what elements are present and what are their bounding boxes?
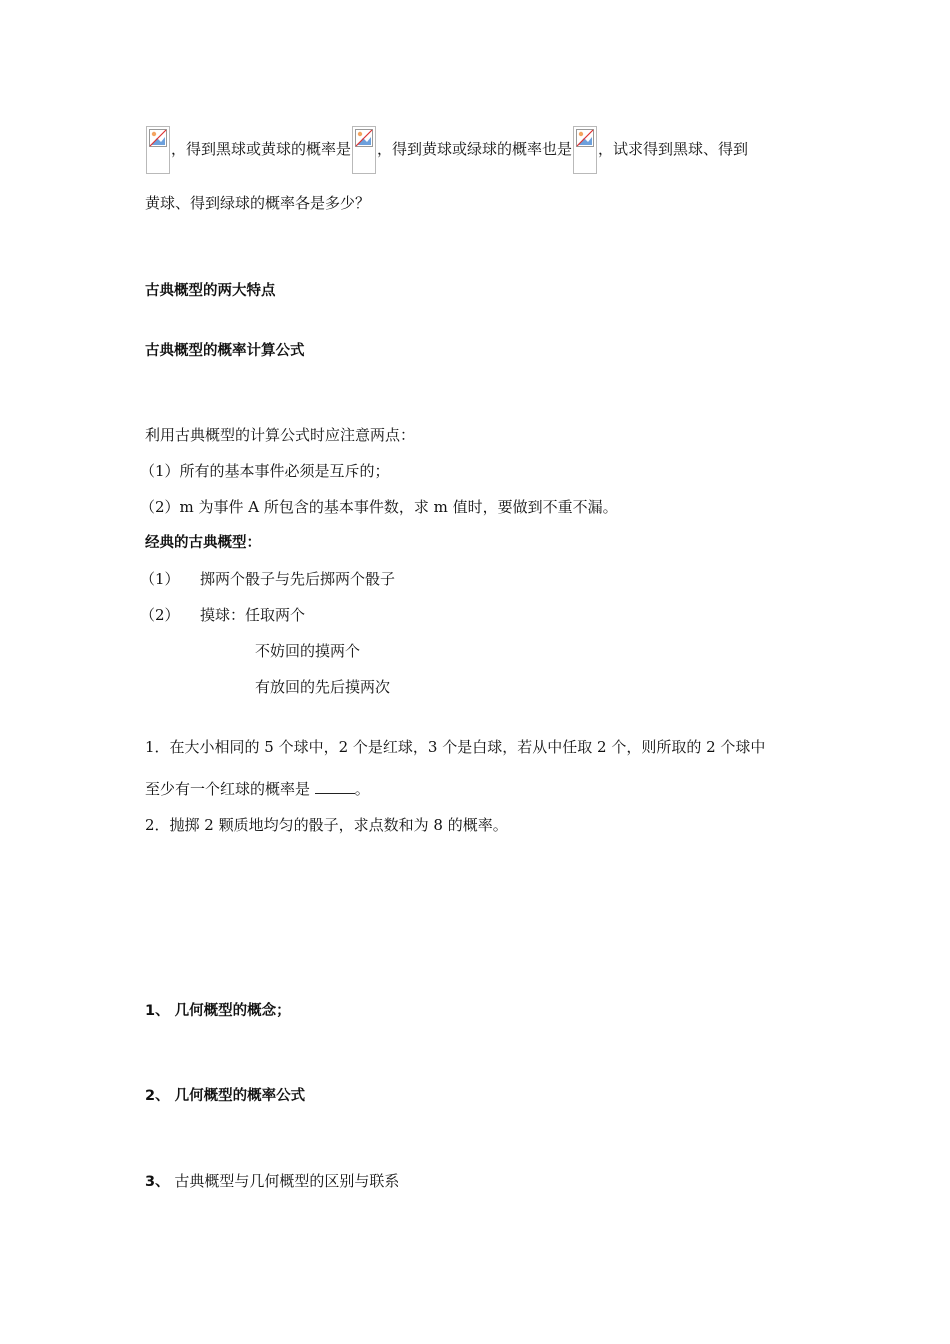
exercise-1-line-2 [145,779,370,799]
geometric-item-1: 1、 几何概型的概念； [145,1003,291,1019]
geometric-item-2: 2、 几何概型的概率公式 [145,1088,306,1104]
exercise-1-text: 至少有一个红球的概率是 [145,780,315,798]
exercise-2: 2．抛掷 2 颗质地均匀的骰子，求点数和为 8 的概率。 [145,816,508,834]
intro-text-2: ，得到黄球或绿球的概率也是 [377,140,573,158]
intro-text-1: ，得到黑球或黄球的概率是 [171,140,352,158]
heading-typical-models: 经典的古典概型： [145,535,261,551]
note-item-1: （1）所有的基本事件必须是互斥的； [140,462,390,480]
answer-blank [315,781,355,794]
geometric-item-3-text: 古典概型与几何概型的区别与联系 [169,1172,400,1190]
exercise-1-end: 。 [354,780,370,798]
typical-item-2-sub-2: 有放回的先后摸两次 [255,678,391,696]
broken-image-icon [146,126,170,174]
broken-image-icon [573,126,597,174]
heading-classical-features: 古典概型的两大特点 [145,283,276,299]
problem-intro-line1 [145,124,748,174]
typical-item-1-text: 掷两个骰子与先后掷两个骰子 [200,570,396,588]
note-item-2: （2）m 为事件 A 所包含的基本事件数，求 m 值时，要做到不重不漏。 [140,498,618,516]
typical-item-2-sub-1: 不妨回的摸两个 [255,642,361,660]
typical-item-2-text: 摸球：任取两个 [200,606,306,624]
problem-intro-line2: 黄球、得到绿球的概率各是多少？ [145,194,371,212]
geometric-item-3 [145,1171,399,1192]
note-intro: 利用古典概型的计算公式时应注意两点： [145,426,416,444]
broken-image-icon [352,126,376,174]
exercise-1-line-1: 1．在大小相同的 5 个球中，2 个是红球，3 个是白球，若从中任取 2 个，则所取的 2 个球中 [145,738,766,756]
typical-item-2-number: （2） [140,606,180,624]
heading-classical-formula: 古典概型的概率计算公式 [145,343,305,359]
typical-item-1-number: （1） [140,570,180,588]
geometric-item-3-number: 3、 [145,1174,170,1190]
intro-text-3: ，试求得到黑球、得到 [598,140,749,158]
